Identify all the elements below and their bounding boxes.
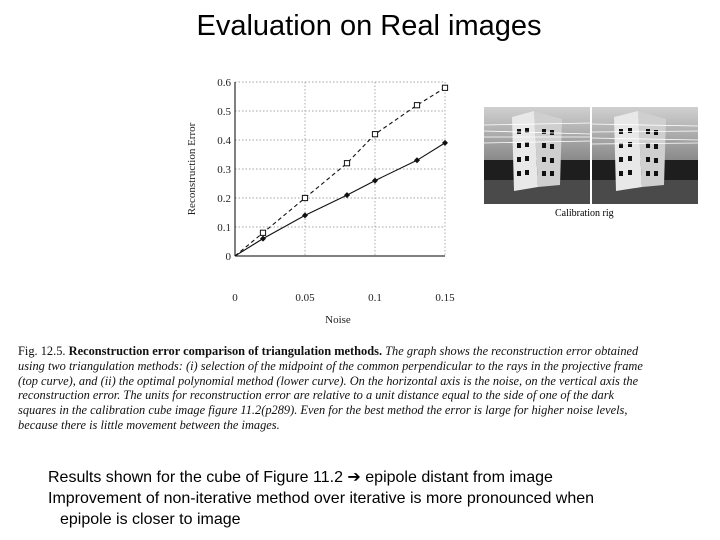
note-line-1 [48, 467, 708, 488]
x-tick-label: 0.1 [368, 292, 382, 304]
y-axis-label: Reconstruction Error [186, 122, 198, 216]
y-tick-label: 0.5 [217, 106, 231, 118]
data-point-square [414, 103, 419, 108]
slide-title: Evaluation on Real images [196, 10, 542, 42]
note-1-tail: epipole distant from image [360, 469, 553, 486]
data-point-diamond [442, 140, 448, 146]
figure-heading: Reconstruction error comparison of triangulation methods. [68, 344, 383, 358]
data-point-square [302, 195, 307, 200]
data-point-diamond [302, 212, 308, 218]
slide-notes [48, 467, 708, 530]
data-point-diamond [372, 178, 378, 184]
y-tick-label: 0.6 [217, 77, 231, 89]
error-vs-noise-chart [180, 70, 470, 332]
data-point-diamond [414, 157, 420, 163]
y-tick-label: 0.2 [217, 193, 231, 205]
x-tick-label: 0.05 [295, 292, 315, 304]
x-axis-label: Noise [325, 314, 351, 326]
x-tick-label: 0 [232, 292, 238, 304]
y-tick-label: 0.3 [217, 164, 231, 176]
x-tick-label: 0.15 [435, 292, 455, 304]
data-point-square [442, 85, 447, 90]
calibration-rig-photo-left [484, 107, 590, 204]
data-point-square [344, 161, 349, 166]
figure-body: The graph shows the reconstruction error obtained using two triangulation methods: (i) selection of the midpoint of the common perpendicular to the rays in the projective frame (top curve), and (ii) the optimal polynomial method (lower curve). On the horizontal axis is the noise, on the vertical axis the reconstruction error. The units for reconstruction error are relative to a unit distance equal to the side of one of the dark squares in the calibration cube image figure 11.2(p289). Even for the best method the error is large for higher noise levels, because there is little movement between the images. [18, 344, 643, 432]
data-point-square [260, 230, 265, 235]
data-point-diamond [344, 192, 350, 198]
figure-caption [18, 344, 643, 433]
note-1-text: Results shown for the cube of Figure 11.2 [48, 469, 348, 486]
figure-label: Fig. 12.5. [18, 344, 66, 358]
y-tick-label: 0.4 [217, 135, 231, 147]
arrow-icon: ➔ [347, 469, 361, 486]
series-line-1 [235, 88, 445, 256]
calibration-rig-photo-right [592, 107, 698, 204]
data-point-square [372, 132, 377, 137]
series-line-2 [235, 143, 445, 256]
y-tick-label: 0 [225, 251, 231, 263]
note-line-2: Improvement of non-iterative method over iterative is more pronounced when [48, 490, 595, 507]
note-line-3: epipole is closer to image [60, 511, 241, 528]
y-tick-label: 0.1 [217, 222, 231, 234]
data-point-diamond [260, 236, 266, 242]
photo-caption: Calibration rig [555, 208, 614, 219]
